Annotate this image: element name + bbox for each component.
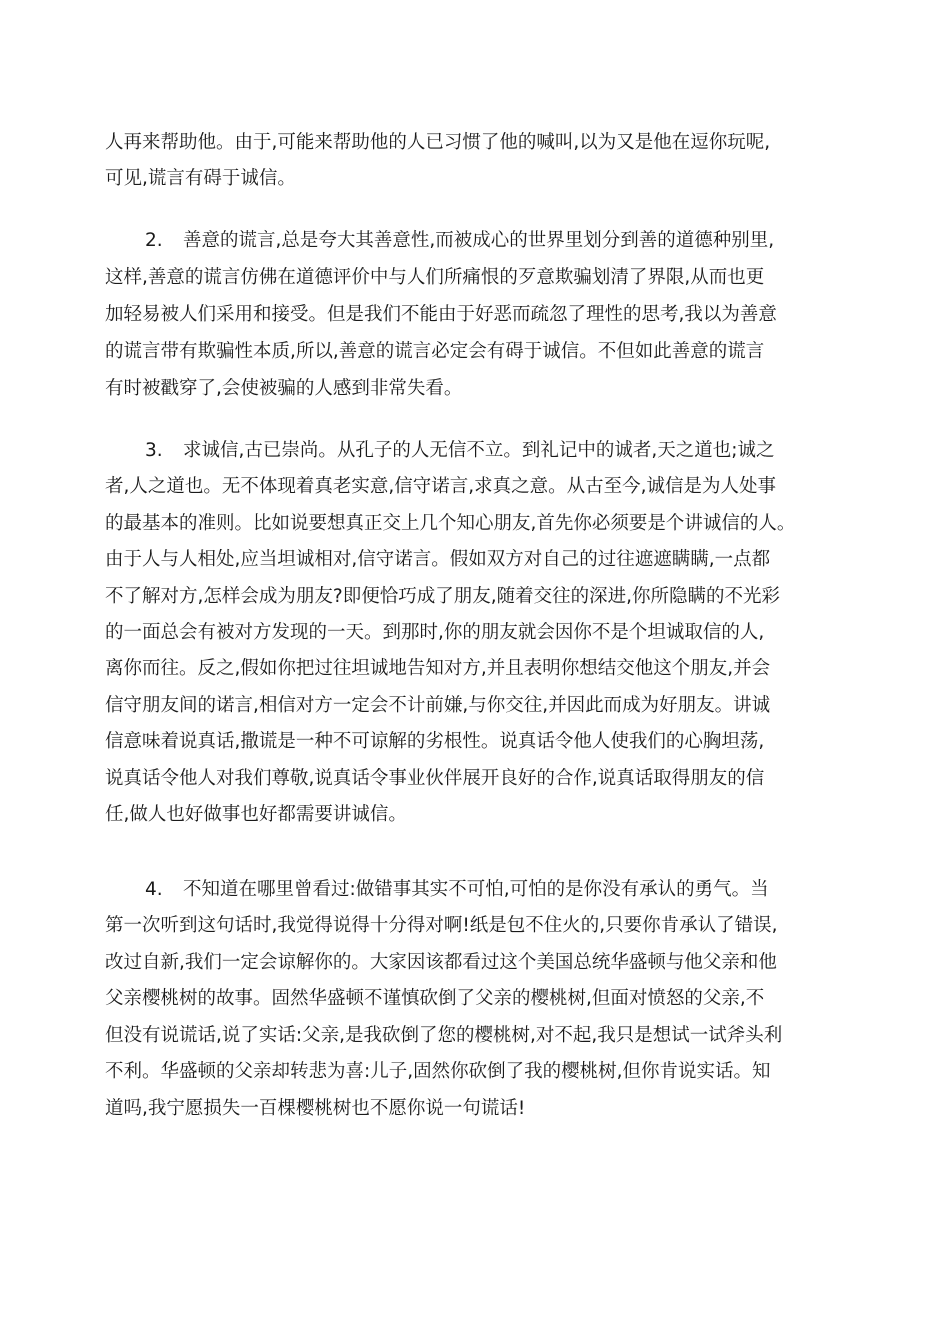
text-line [105, 435, 775, 466]
text-line: 的一面总会有被对方发现的一天。到那时,你的朋友就会因你不是个坦诚取信的人, [105, 622, 765, 643]
text-line: 可见,谎言有碍于诚信。 [105, 168, 296, 189]
text-line: 第一次听到这句话时,我觉得说得十分得对啊!纸是包不住火的,只要你肯承认了错误, [105, 915, 778, 936]
text-line [105, 225, 774, 256]
text-line: 但没有说谎话,说了实话:父亲,是我砍倒了您的樱桃树,对不起,我只是想试一试斧头利 [105, 1025, 783, 1046]
text-line: 不利。华盛顿的父亲却转悲为喜:儿子,固然你砍倒了我的樱桃树,但你肯说实话。知 [105, 1061, 771, 1082]
line-text: 善意的谎言,总是夸大其善意性,而被成心的世界里划分到善的道德种别里, [183, 230, 775, 251]
text-line: 离你而往。反之,假如你把过往坦诚地告知对方,并且表明你想结交他这个朋友,并会 [105, 658, 771, 679]
text-line: 改过自新,我们一定会谅解你的。大家因该都看过这个美国总统华盛顿与他父亲和他 [105, 952, 777, 973]
text-line: 由于人与人相处,应当坦诚相对,信守诺言。假如双方对自己的过往遮遮瞒瞒,一点都 [105, 549, 771, 570]
text-line: 这样,善意的谎言仿佛在道德评价中与人们所痛恨的歹意欺骗划清了界限,从而也更 [105, 267, 765, 288]
line-text: 不知道在哪里曾看过:做错事其实不可怕,可怕的是你没有承认的勇气。当 [183, 879, 769, 900]
line-text: 求诚信,古已崇尚。从孔子的人无信不立。到礼记中的诚者,天之道也;诚之 [183, 440, 775, 461]
text-line: 说真话令他人对我们尊敬,说真话令事业伙伴展开良好的合作,说真话取得朋友的信 [105, 768, 765, 789]
paragraph-number: 2. [145, 230, 163, 251]
paragraph-number: 3. [145, 440, 163, 461]
paragraph-number: 4. [145, 879, 163, 900]
text-line: 者,人之道也。无不体现着真老实意,信守诺言,求真之意。从古至今,诚信是为人处事 [105, 476, 777, 497]
text-line: 有时被戳穿了,会使被骗的人感到非常失看。 [105, 378, 463, 399]
text-line: 的谎言带有欺骗性本质,所以,善意的谎言必定会有碍于诚信。不但如此善意的谎言 [105, 341, 765, 362]
text-line: 不了解对方,怎样会成为朋友?即便恰巧成了朋友,随着交往的深进,你所隐瞒的不光彩 [105, 586, 780, 607]
text-line: 父亲樱桃树的故事。固然华盛顿不谨慎砍倒了父亲的樱桃树,但面对愤怒的父亲,不 [105, 988, 765, 1009]
text-line [105, 874, 769, 905]
text-line: 信守朋友间的诺言,相信对方一定会不计前嫌,与你交往,并因此而成为好朋友。讲诚 [105, 695, 771, 716]
text-line: 信意味着说真话,撒谎是一种不可谅解的劣根性。说真话令他人使我们的心胸坦荡, [105, 731, 765, 752]
text-line: 道吗,我宁愿损失一百棵樱桃树也不愿你说一句谎话! [105, 1098, 526, 1119]
text-line: 人再来帮助他。由于,可能来帮助他的人已习惯了他的喊叫,以为又是他在逗你玩呢, [105, 132, 771, 153]
text-line: 的最基本的准则。比如说要想真正交上几个知心朋友,首先你必须要是个讲诚信的人。 [105, 513, 796, 534]
text-line: 任,做人也好做事也好都需要讲诚信。 [105, 804, 407, 825]
text-line: 加轻易被人们采用和接受。但是我们不能由于好恶而疏忽了理性的思考,我以为善意 [105, 304, 777, 325]
